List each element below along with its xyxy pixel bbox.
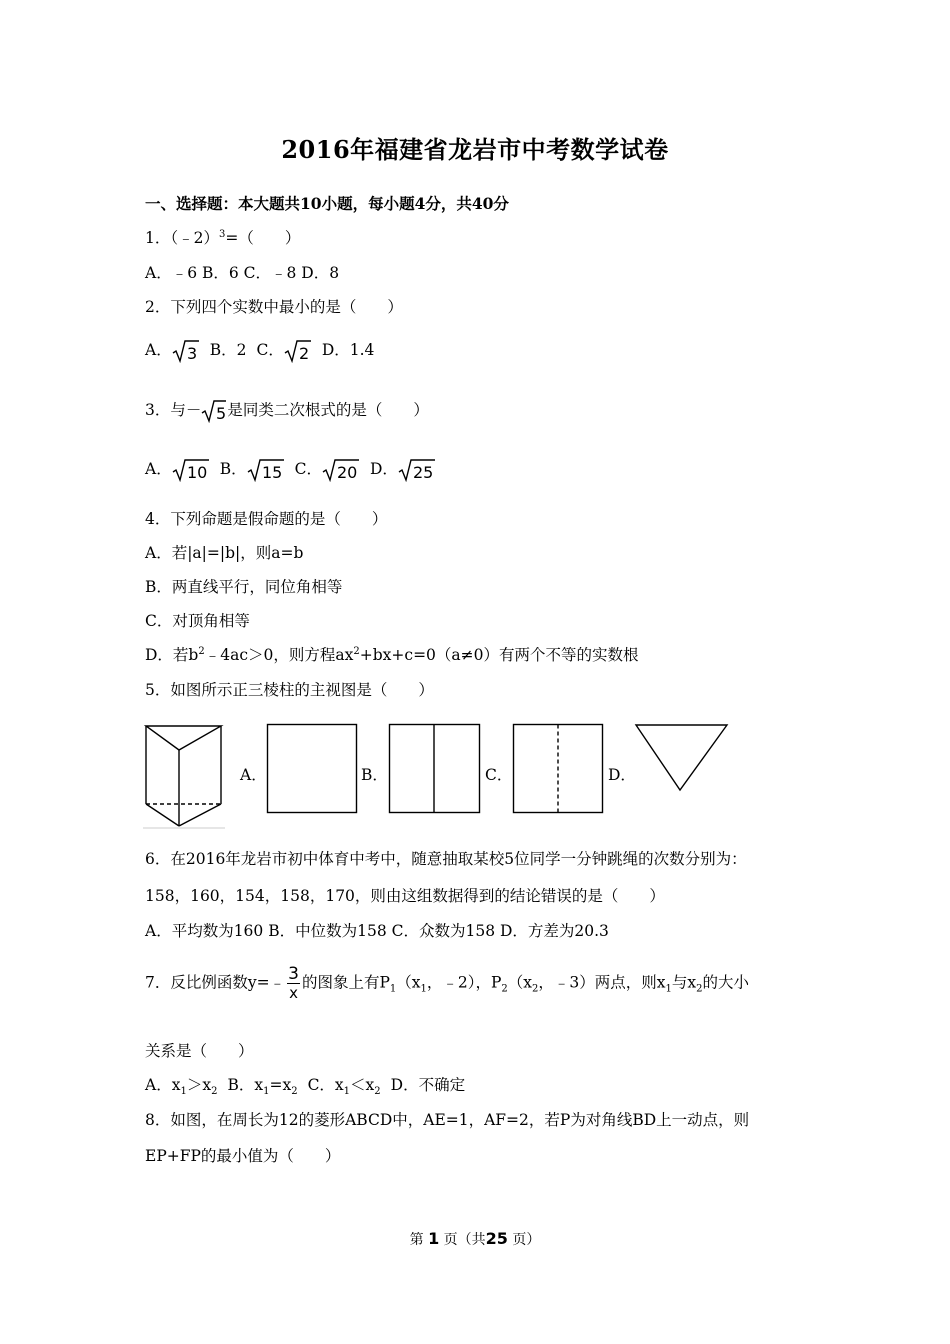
q4d-exponent-2: 2 xyxy=(353,645,360,657)
footer-suffix: 页） xyxy=(512,1232,541,1248)
sqrt-icon xyxy=(398,458,436,482)
section-heading: 一、选择题：本大题共10小题，每小题4分，共40分 xyxy=(145,194,509,213)
option-a-square-figure xyxy=(266,723,359,815)
question-8-stem-line-1: 8．如图，在周长为12的菱形ABCD中，AE=1，AF=2，若P为对角线BD上一动点，则 xyxy=(145,1111,750,1129)
q2-radicand-c: 2 xyxy=(298,344,310,363)
question-4-option-a: A．若|a|=|b|，则a=b xyxy=(145,544,304,562)
triangular-prism-figure xyxy=(143,722,225,830)
q3-radicand-d: 25 xyxy=(412,463,434,482)
q2-option-d: D．1.4 xyxy=(321,341,375,359)
q7-text-d: （x xyxy=(507,973,533,992)
question-4-stem: 4．下列命题是假命题的是（ ） xyxy=(145,510,388,528)
sqrt-icon xyxy=(322,458,360,482)
q3-option-b: B． xyxy=(219,460,247,478)
sqrt-icon xyxy=(172,458,210,482)
q7-text-b: （x xyxy=(396,973,421,992)
q5-label-c: C． xyxy=(485,766,513,784)
option-d-inverted-triangle-figure xyxy=(634,722,730,794)
q7-option-b: B．x xyxy=(227,1076,264,1094)
page-title: 2016年福建省龙岩市中考数学试卷 xyxy=(281,135,669,164)
sqrt-icon xyxy=(247,458,285,482)
q7-text-g: 的大小 xyxy=(702,973,750,992)
q1-stem-tail: =（ ） xyxy=(225,229,301,247)
q7c-rel: ＜x xyxy=(350,1076,375,1094)
q7-text-c: ，﹣2），P xyxy=(426,973,502,992)
q7-sub-3: 2 xyxy=(501,983,508,995)
q3-stem-tail: 是同类二次根式的是（ ） xyxy=(227,401,429,419)
q7-option-d: D．不确定 xyxy=(390,1076,466,1094)
footer-middle: 页（共 xyxy=(443,1232,486,1248)
q7c-sub-1: 1 xyxy=(343,1086,351,1098)
sqrt-icon xyxy=(201,399,227,423)
question-7-options xyxy=(145,1073,465,1097)
question-4-option-b: B．两直线平行，同位角相等 xyxy=(145,578,343,596)
question-8-stem-line-2: EP+FP的最小值为（ ） xyxy=(145,1147,341,1165)
q7a-sub-1: 1 xyxy=(180,1086,187,1098)
q3-radicand-b: 15 xyxy=(261,463,282,482)
q5-label-a: A． xyxy=(240,766,267,784)
q3-radicand-c: 20 xyxy=(336,463,358,482)
question-5-stem: 5．如图所示正三棱柱的主视图是（ ） xyxy=(145,681,434,699)
sqrt-icon xyxy=(284,339,312,363)
q7b-sub-2: 2 xyxy=(291,1086,298,1098)
q7-text-f: 与x xyxy=(671,973,697,992)
q5-label-b: B． xyxy=(361,766,388,784)
q7-text-e: ，﹣3）两点，则x xyxy=(538,973,666,992)
question-2-stem: 2．下列四个实数中最小的是（ ） xyxy=(145,298,403,316)
question-1-stem xyxy=(145,226,300,248)
footer-prefix: 第 xyxy=(409,1232,424,1248)
q7c-sub-2: 2 xyxy=(374,1086,381,1098)
q7-text-a: 的图象上有P xyxy=(301,973,390,992)
question-3-options xyxy=(145,457,436,482)
q2-option-c: C． xyxy=(256,341,284,359)
footer-page-number: 1 xyxy=(428,1229,440,1248)
question-7-stem xyxy=(145,965,749,1002)
fraction-denominator: x xyxy=(289,984,298,1002)
q2-radicand-a: 3 xyxy=(186,344,197,363)
q7-sub-4: 2 xyxy=(532,983,539,995)
fraction-3-over-x xyxy=(287,965,300,1002)
question-7-stem-line-2: 关系是（ ） xyxy=(145,1042,254,1060)
q4d-text-2: ﹣4ac＞0，则方程ax xyxy=(204,646,354,664)
question-1-options: A．﹣6 B．6 C．﹣8 D．8 xyxy=(145,264,340,282)
q4d-text-1: D．若b xyxy=(145,646,199,664)
footer-total-pages: 25 xyxy=(485,1229,508,1248)
question-4-option-d xyxy=(145,643,639,665)
q7-sub-5: 1 xyxy=(665,983,672,995)
q3-option-d: D． xyxy=(369,460,398,478)
fraction-numerator: 3 xyxy=(288,964,299,984)
q1-exponent: 3 xyxy=(218,228,226,240)
q2-option-a: A． xyxy=(145,341,172,359)
q4d-exponent-1: 2 xyxy=(198,645,205,657)
question-2-options xyxy=(145,338,374,363)
q7b-rel: =x xyxy=(269,1076,292,1094)
q7a-rel: ＞x xyxy=(186,1076,212,1094)
q7-sub-2: 1 xyxy=(420,983,427,995)
question-3-stem xyxy=(145,398,429,423)
option-b-split-rectangle-figure xyxy=(388,723,482,815)
q5-label-d: D． xyxy=(608,766,636,784)
option-c-dashed-rectangle-figure xyxy=(512,723,605,815)
q3-option-c: C． xyxy=(294,460,322,478)
q7a-sub-2: 2 xyxy=(211,1086,218,1098)
q3-radicand: 5 xyxy=(216,404,227,423)
q7b-sub-1: 1 xyxy=(263,1086,270,1098)
q7-sub-1: 1 xyxy=(389,983,397,995)
q7-stem-text: 7．反比例函数y=﹣ xyxy=(145,973,286,992)
question-6-options: A．平均数为160 B．中位数为158 C．众数为158 D．方差为20.3 xyxy=(145,922,609,940)
q3-stem-text: 3．与 xyxy=(145,401,186,419)
q3-radicand-a: 10 xyxy=(186,463,208,482)
question-6-stem-line-1: 6．在2016年龙岩市初中体育中考中，随意抽取某校5位同学一分钟跳绳的次数分别为： xyxy=(145,850,747,868)
q3-option-a: A． xyxy=(145,460,172,478)
q4d-text-3: +bx+c=0（a≠0）有两个不等的实数根 xyxy=(359,646,639,664)
question-6-stem-line-2: 158，160，154，158，170，则由这组数据得到的结论错误的是（ ） xyxy=(145,887,665,905)
q7-sub-6: 2 xyxy=(696,983,703,995)
q7-option-c: C．x xyxy=(307,1076,344,1094)
sqrt-icon xyxy=(172,339,200,363)
page-footer xyxy=(0,1229,950,1249)
q7-option-a: A．x xyxy=(145,1076,181,1094)
q3-negative-sign: － xyxy=(185,401,202,419)
q2-option-b: B．2 xyxy=(209,341,247,359)
question-4-option-c: C．对顶角相等 xyxy=(145,612,250,630)
q1-stem-text: 1．（﹣2） xyxy=(145,229,219,247)
